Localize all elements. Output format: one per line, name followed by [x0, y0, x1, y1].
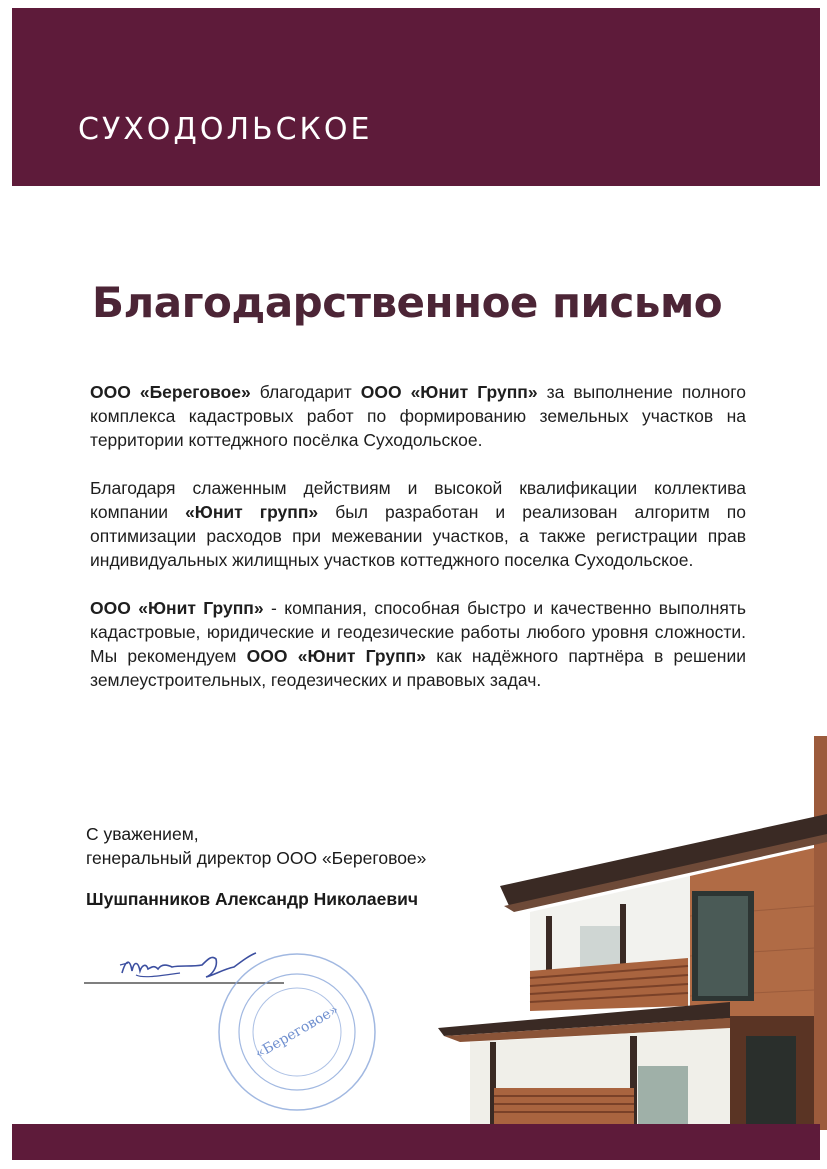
paragraph-2: [90, 476, 746, 572]
signer-name: Шушпанников Александр Николаевич: [86, 889, 419, 909]
segment: был разработан и реализован алгоритм по оптимизации расходов при межевании участков, а также регистрации прав индивидуальных жилищных участков коттеджного поселка Суходольское.: [90, 502, 746, 570]
segment: ООО «Юнит Групп»: [360, 382, 538, 402]
segment: ООО «Береговое»: [90, 382, 251, 402]
footer-banner: [12, 1124, 820, 1160]
letter-body: [90, 380, 746, 716]
closing-greeting: С уважением,: [86, 824, 199, 844]
company-stamp: [215, 950, 380, 1115]
segment: как надёжного партнёра в решении землеустроительных, геодезических и правовых задач.: [90, 646, 746, 690]
header-banner: [12, 8, 820, 186]
segment: за выполнение полного комплекса кадастровых работ по формированию земельных участков на территории коттеджного посёлка Суходольское.: [90, 382, 746, 450]
segment: ООО «Юнит Групп»: [246, 646, 426, 666]
closing-position: генеральный директор ООО «Береговое»: [86, 848, 427, 868]
stamp-text: «Береговое»: [252, 1001, 342, 1063]
segment: «Юнит групп»: [185, 502, 319, 522]
segment: - компания, способная быстро и качественно выполнять кадастровые, юридические и геодезические работы любого уровня сложности. Мы рекомендуем: [90, 598, 746, 666]
house-photo: [430, 736, 827, 1130]
brand-name: СУХОДОЛЬСКОЕ: [78, 112, 373, 147]
segment: благодарит: [250, 382, 361, 402]
segment: ООО «Юнит Групп»: [90, 598, 264, 618]
paragraph-3: [90, 596, 746, 692]
letter-title: Благодарственное письмо: [92, 278, 723, 327]
paragraph-1: [90, 380, 746, 452]
segment: Благодаря слаженным действиям и высокой квалификации коллектива компании: [90, 478, 746, 522]
